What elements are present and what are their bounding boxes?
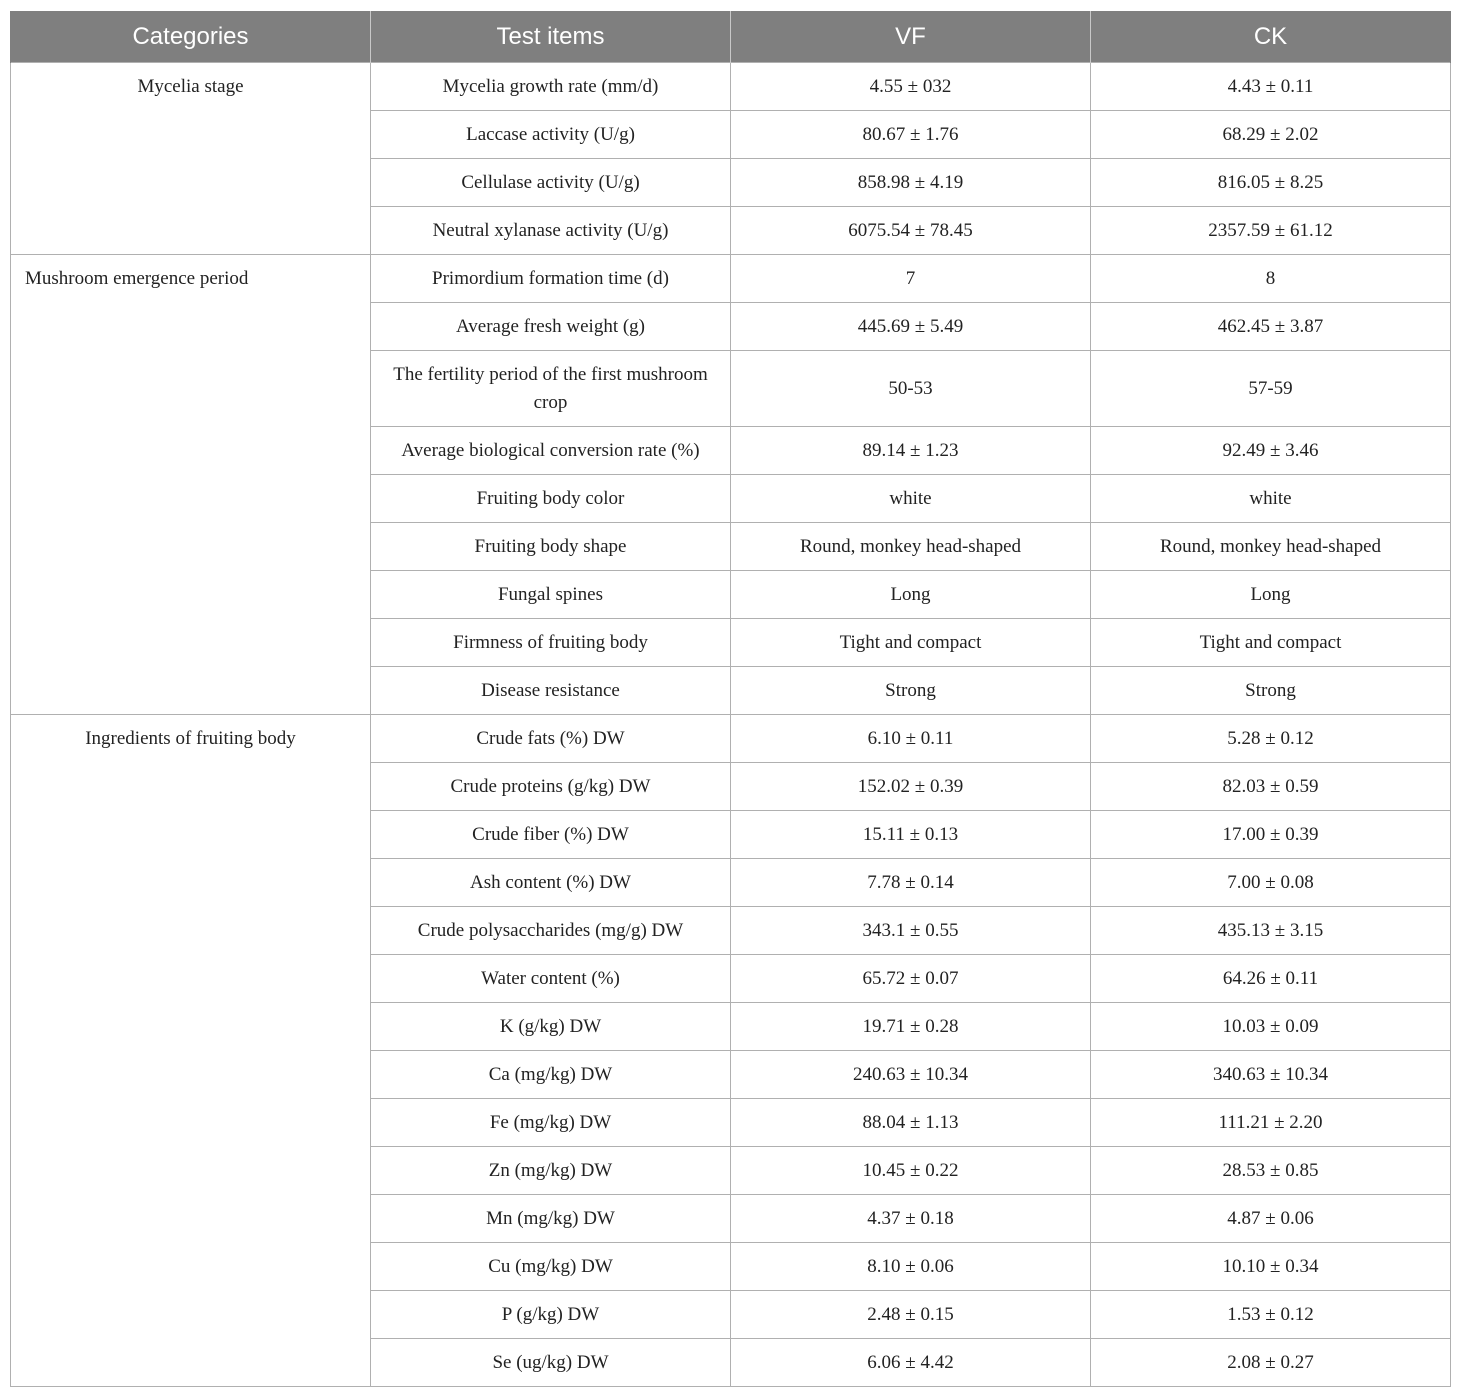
vf-value-cell: 15.11 ± 0.13 — [731, 811, 1091, 859]
ck-value-cell: Round, monkey head-shaped — [1091, 523, 1451, 571]
vf-value-cell: Long — [731, 571, 1091, 619]
test-item-cell: Average fresh weight (g) — [371, 303, 731, 351]
vf-value-cell: 7 — [731, 255, 1091, 303]
test-item-cell: Ca (mg/kg) DW — [371, 1051, 731, 1099]
ck-value-cell: Strong — [1091, 667, 1451, 715]
test-item-cell: Fruiting body shape — [371, 523, 731, 571]
test-item-cell: K (g/kg) DW — [371, 1003, 731, 1051]
header-ck: CK — [1091, 11, 1451, 63]
test-item-cell: P (g/kg) DW — [371, 1291, 731, 1339]
table-row — [11, 255, 1451, 303]
test-item-cell: Cellulase activity (U/g) — [371, 159, 731, 207]
vf-value-cell: Tight and compact — [731, 619, 1091, 667]
vf-value-cell: 858.98 ± 4.19 — [731, 159, 1091, 207]
ck-value-cell: white — [1091, 475, 1451, 523]
ck-value-cell: 435.13 ± 3.15 — [1091, 907, 1451, 955]
ck-value-cell: 816.05 ± 8.25 — [1091, 159, 1451, 207]
test-item-cell: Crude proteins (g/kg) DW — [371, 763, 731, 811]
test-item-cell: Disease resistance — [371, 667, 731, 715]
test-item-cell: Water content (%) — [371, 955, 731, 1003]
ck-value-cell: 28.53 ± 0.85 — [1091, 1147, 1451, 1195]
test-item-cell: Primordium formation time (d) — [371, 255, 731, 303]
test-item-cell: Cu (mg/kg) DW — [371, 1243, 731, 1291]
header-categories: Categories — [11, 11, 371, 63]
header-test-items: Test items — [371, 11, 731, 63]
test-item-cell: Se (ug/kg) DW — [371, 1339, 731, 1387]
vf-value-cell: 445.69 ± 5.49 — [731, 303, 1091, 351]
ck-value-cell: 10.10 ± 0.34 — [1091, 1243, 1451, 1291]
test-item-cell: Crude polysaccharides (mg/g) DW — [371, 907, 731, 955]
test-item-cell: Ash content (%) DW — [371, 859, 731, 907]
vf-value-cell: 2.48 ± 0.15 — [731, 1291, 1091, 1339]
vf-value-cell: 6.06 ± 4.42 — [731, 1339, 1091, 1387]
ck-value-cell: 82.03 ± 0.59 — [1091, 763, 1451, 811]
header-row — [11, 11, 1451, 63]
ck-value-cell: 10.03 ± 0.09 — [1091, 1003, 1451, 1051]
ck-value-cell: 4.87 ± 0.06 — [1091, 1195, 1451, 1243]
vf-value-cell: 89.14 ± 1.23 — [731, 427, 1091, 475]
test-item-cell: Mycelia growth rate (mm/d) — [371, 63, 731, 111]
ck-value-cell: 462.45 ± 3.87 — [1091, 303, 1451, 351]
test-item-cell: Fe (mg/kg) DW — [371, 1099, 731, 1147]
category-mycelia-stage: Mycelia stage — [11, 63, 371, 255]
vf-value-cell: 88.04 ± 1.13 — [731, 1099, 1091, 1147]
test-item-cell: Crude fiber (%) DW — [371, 811, 731, 859]
ck-value-cell: 57-59 — [1091, 351, 1451, 427]
vf-value-cell: 10.45 ± 0.22 — [731, 1147, 1091, 1195]
vf-value-cell: 50-53 — [731, 351, 1091, 427]
vf-value-cell: 343.1 ± 0.55 — [731, 907, 1091, 955]
vf-value-cell: 240.63 ± 10.34 — [731, 1051, 1091, 1099]
ck-value-cell: Long — [1091, 571, 1451, 619]
ck-value-cell: 92.49 ± 3.46 — [1091, 427, 1451, 475]
vf-value-cell: 4.55 ± 032 — [731, 63, 1091, 111]
vf-value-cell: 19.71 ± 0.28 — [731, 1003, 1091, 1051]
test-item-cell: Laccase activity (U/g) — [371, 111, 731, 159]
test-item-cell: Average biological conversion rate (%) — [371, 427, 731, 475]
header-vf: VF — [731, 11, 1091, 63]
ck-value-cell: 68.29 ± 2.02 — [1091, 111, 1451, 159]
ck-value-cell: 7.00 ± 0.08 — [1091, 859, 1451, 907]
vf-value-cell: 7.78 ± 0.14 — [731, 859, 1091, 907]
vf-value-cell: 65.72 ± 0.07 — [731, 955, 1091, 1003]
ck-value-cell: 2.08 ± 0.27 — [1091, 1339, 1451, 1387]
ck-value-cell: 17.00 ± 0.39 — [1091, 811, 1451, 859]
test-item-cell: Crude fats (%) DW — [371, 715, 731, 763]
ck-value-cell: 111.21 ± 2.20 — [1091, 1099, 1451, 1147]
vf-value-cell: Strong — [731, 667, 1091, 715]
ck-value-cell: 2357.59 ± 61.12 — [1091, 207, 1451, 255]
test-item-cell: Mn (mg/kg) DW — [371, 1195, 731, 1243]
test-item-cell: Firmness of fruiting body — [371, 619, 731, 667]
vf-value-cell: 6075.54 ± 78.45 — [731, 207, 1091, 255]
test-item-cell: Zn (mg/kg) DW — [371, 1147, 731, 1195]
test-item-cell: The fertility period of the first mushroom crop — [371, 351, 731, 427]
test-item-cell: Neutral xylanase activity (U/g) — [371, 207, 731, 255]
test-item-cell: Fungal spines — [371, 571, 731, 619]
table-row — [11, 63, 1451, 111]
vf-value-cell: Round, monkey head-shaped — [731, 523, 1091, 571]
table-body — [11, 63, 1451, 1387]
ck-value-cell: 1.53 ± 0.12 — [1091, 1291, 1451, 1339]
category-ingredients: Ingredients of fruiting body — [11, 715, 371, 1387]
comparison-table — [10, 11, 1451, 1387]
vf-value-cell: 80.67 ± 1.76 — [731, 111, 1091, 159]
vf-value-cell: 4.37 ± 0.18 — [731, 1195, 1091, 1243]
ck-value-cell: 4.43 ± 0.11 — [1091, 63, 1451, 111]
ck-value-cell: 8 — [1091, 255, 1451, 303]
table-header — [11, 11, 1451, 63]
vf-value-cell: white — [731, 475, 1091, 523]
vf-value-cell: 8.10 ± 0.06 — [731, 1243, 1091, 1291]
ck-value-cell: 5.28 ± 0.12 — [1091, 715, 1451, 763]
category-mushroom-emergence: Mushroom emergence period — [11, 255, 371, 715]
vf-value-cell: 6.10 ± 0.11 — [731, 715, 1091, 763]
ck-value-cell: Tight and compact — [1091, 619, 1451, 667]
table-row — [11, 715, 1451, 763]
ck-value-cell: 64.26 ± 0.11 — [1091, 955, 1451, 1003]
test-item-cell: Fruiting body color — [371, 475, 731, 523]
vf-value-cell: 152.02 ± 0.39 — [731, 763, 1091, 811]
ck-value-cell: 340.63 ± 10.34 — [1091, 1051, 1451, 1099]
